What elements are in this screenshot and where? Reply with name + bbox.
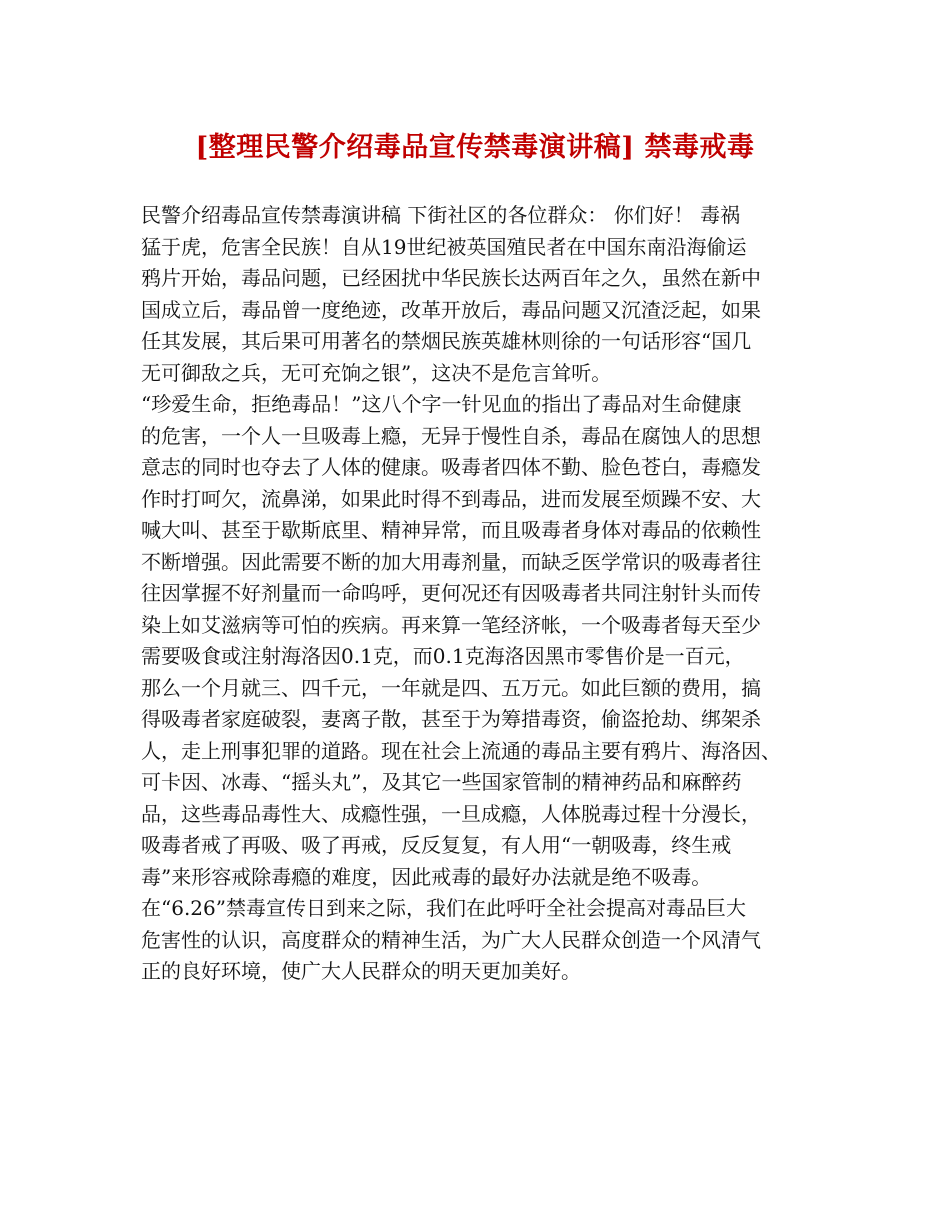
- body-line: 危害性的认识，高度群众的精神生活，为广大人民群众创造一个风清气: [141, 927, 761, 952]
- body-line: 任其发展，其后果可用著名的禁烟民族英雄林则徐的一句话形容“国几: [141, 329, 752, 353]
- body-line: 需要吸食或注射海洛因0.1克，而0.1克海洛因黑市零售价是一百元，: [141, 644, 745, 668]
- body-line: 毒”来形容戒除毒瘾的难度，因此戒毒的最好办法就是绝不吸毒。: [141, 864, 712, 889]
- body-line: 吸毒者戒了再吸、吸了再戒，反反复复，有人用“一朝吸毒，终生戒: [141, 833, 732, 857]
- body-line: 不断增强。因此需要不断的加大用毒剂量，而缺乏医学常识的吸毒者往: [141, 549, 761, 574]
- body-line: 意志的同时也夺去了人体的健康。吸毒者四体不勤、脸色苍白，毒瘾发: [141, 455, 761, 479]
- body-line: 染上如艾滋病等可怕的疾病。再来算一笔经济帐，一个吸毒者每天至少: [141, 612, 761, 637]
- body-line: 可卡因、冰毒、“摇头丸”，及其它一些国家管制的精神药品和麻醉药: [141, 770, 742, 794]
- body-line: 猛于虎，危害全民族！自从19世纪被英国殖民者在中国东南沿海偷运: [141, 234, 747, 259]
- body-line: 那么一个月就三、四千元，一年就是四、五万元。如此巨额的费用，搞: [141, 675, 761, 700]
- body-line: 在“6.26”禁毒宣传日到来之际，我们在此呼吁全社会提高对毒品巨大: [141, 896, 746, 920]
- body-line: 民警介绍毒品宣传禁毒演讲稿 下街社区的各位群众： 你们好！ 毒祸: [141, 203, 741, 227]
- body-line: 无可御敌之兵，无可充饷之银”，这决不是危言耸听。: [141, 360, 612, 385]
- body-line: 国成立后，毒品曾一度绝迹，改革开放后，毒品问题又沉渣泛起，如果: [141, 297, 761, 322]
- body-line: 得吸毒者家庭破裂，妻离子散，甚至于为筹措毒资，偷盗抢劫、绑架杀: [141, 707, 761, 731]
- body-line: 品，这些毒品毒性大、成瘾性强，一旦成瘾，人体脱毒过程十分漫长，: [141, 801, 761, 826]
- body-line: 作时打呵欠，流鼻涕，如果此时得不到毒品，进而发展至烦躁不安、大: [141, 486, 761, 511]
- body-line: 往因掌握不好剂量而一命呜呼，更何况还有因吸毒者共同注射针头而传: [141, 581, 761, 605]
- body-line: 鸦片开始，毒品问题，已经困扰中华民族长达两百年之久，虽然在新中: [141, 266, 761, 290]
- body-line: 人，走上刑事犯罪的道路。现在社会上流通的毒品主要有鸦片、海洛因、: [141, 738, 781, 763]
- body-line: “珍爱生命，拒绝毒品！”这八个字一针见血的指出了毒品对生命健康: [141, 392, 742, 416]
- body-line: 喊大叫、甚至于歇斯底里、精神异常，而且吸毒者身体对毒品的依赖性: [141, 518, 761, 542]
- body-line: 正的良好环境，使广大人民群众的明天更加美好。: [141, 959, 581, 983]
- body-line: 的危害，一个人一旦吸毒上瘾，无异于慢性自杀，毒品在腐蚀人的思想: [141, 423, 761, 448]
- document-body: [141, 200, 811, 988]
- document-title: [整理民警介绍毒品宣传禁毒演讲稿] 禁毒戒毒: [195, 132, 755, 163]
